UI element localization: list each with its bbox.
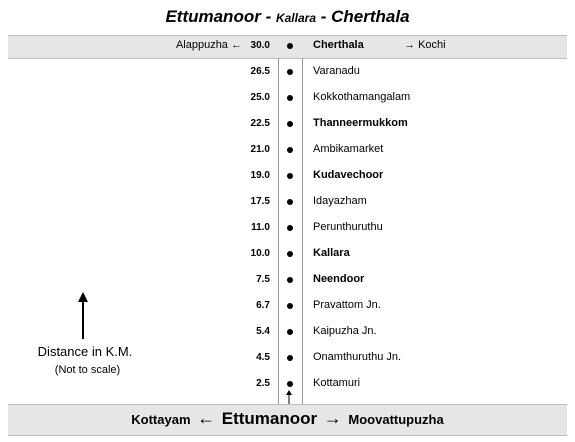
title-end: Cherthala xyxy=(331,7,410,26)
route-line-right xyxy=(302,58,303,404)
km-12: 4.5 xyxy=(256,352,270,363)
station-name: Ambikamarket xyxy=(313,143,384,155)
km-11: 5.4 xyxy=(256,326,270,337)
station-dot xyxy=(287,121,293,127)
up-arrow-icon xyxy=(77,292,89,340)
km-5: 19.0 xyxy=(250,170,270,181)
station-name: Kokkothamangalam xyxy=(313,91,411,103)
kochi-label: Kochi xyxy=(418,39,446,51)
title-sep-2: - xyxy=(320,7,327,26)
left-arrow-icon: ← xyxy=(231,39,242,51)
right-arrow-icon: → xyxy=(404,39,415,51)
km-top: 30.0 xyxy=(250,40,270,51)
bottom-right-arrow-icon: → xyxy=(323,408,342,428)
km-10: 6.7 xyxy=(256,300,270,311)
route-line-left xyxy=(278,58,279,404)
title-mid: Kallara xyxy=(275,11,316,25)
station-name: Idayazham xyxy=(313,195,367,207)
km-4: 21.0 xyxy=(250,144,270,155)
station-name: Kaipuzha Jn. xyxy=(313,325,377,337)
alappuzha-label: Alappuzha xyxy=(175,39,228,51)
top-right-direction xyxy=(404,39,446,51)
km-1: 26.5 xyxy=(250,66,270,77)
distance-label: Distance in K.M. xyxy=(37,344,133,359)
km-2: 25.0 xyxy=(250,92,270,103)
title-start: Ettumanoor xyxy=(165,7,261,26)
station-top: Cherthala xyxy=(313,39,364,51)
station-name: Neendoor xyxy=(313,273,365,285)
ettumanoor-label: Ettumanoor xyxy=(221,409,318,428)
station-dot xyxy=(287,199,293,205)
station-dot xyxy=(287,95,293,101)
station-dot xyxy=(287,303,293,309)
station-dot xyxy=(287,381,293,387)
station-name: Kallara xyxy=(313,247,350,259)
diagram-title xyxy=(0,6,575,29)
title-sep-1: - xyxy=(265,7,272,26)
moovattupuzha-label: Moovattupuzha xyxy=(348,412,444,427)
station-dot xyxy=(287,173,293,179)
km-8: 10.0 xyxy=(250,248,270,259)
station-dot xyxy=(287,147,293,153)
station-name: Kottamuri xyxy=(313,377,361,389)
bottom-left-arrow-icon: ← xyxy=(197,408,216,428)
station-name: Perunthuruthu xyxy=(313,221,383,233)
station-name: Pravattom Jn. xyxy=(313,299,381,311)
bottom-row xyxy=(0,409,575,429)
km-7: 11.0 xyxy=(251,222,270,233)
kottayam-label: Kottayam xyxy=(131,412,191,427)
km-3: 22.5 xyxy=(250,118,270,129)
not-to-scale-label: (Not to scale) xyxy=(54,364,121,376)
station-dot xyxy=(287,329,293,335)
station-name: Thanneermukkom xyxy=(313,117,408,129)
km-6: 17.5 xyxy=(250,196,270,207)
station-dot-top xyxy=(287,43,293,49)
km-13: 2.5 xyxy=(256,378,270,389)
station-name: Kudavechoor xyxy=(313,169,384,181)
station-name: Varanadu xyxy=(313,65,360,77)
station-dot xyxy=(287,225,293,231)
station-name: Onamthuruthu Jn. xyxy=(313,351,402,363)
station-dot xyxy=(287,355,293,361)
station-dot xyxy=(287,277,293,283)
station-dot xyxy=(287,69,293,75)
station-dot xyxy=(287,251,293,257)
km-9: 7.5 xyxy=(256,274,270,285)
